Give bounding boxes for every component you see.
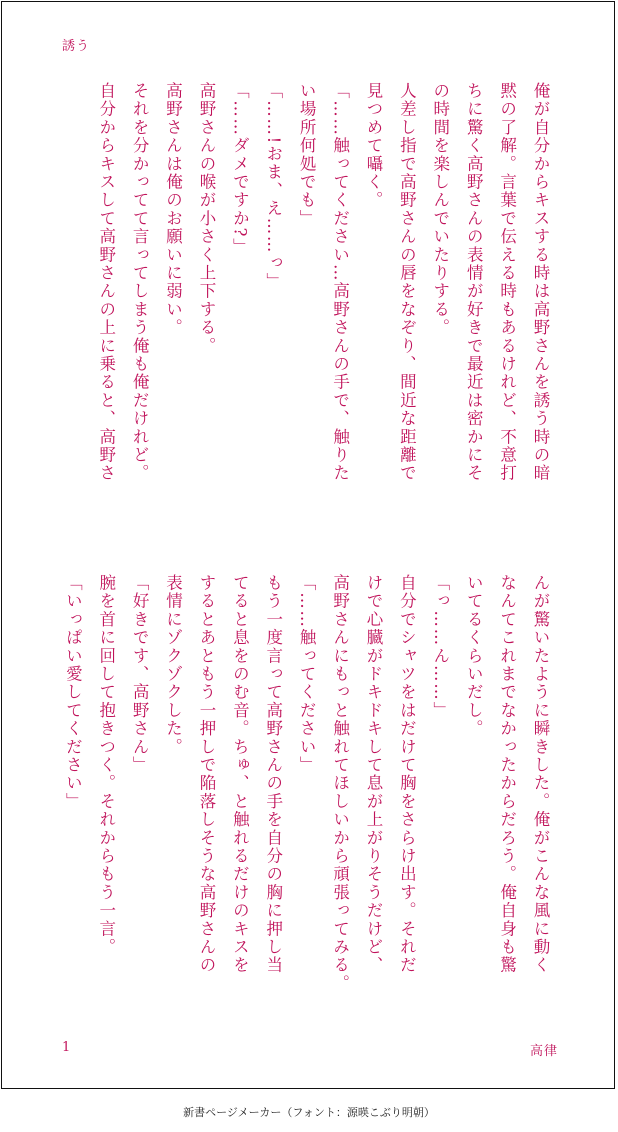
text-line: なんてこれまでなかったからだろう。俺自身も驚 <box>497 574 517 975</box>
text-line: もう一度言って高野さんの手を自分の胸に押し当 <box>263 574 283 975</box>
text-line: 「……触ってください…高野さんの手で、触りた <box>330 82 350 483</box>
text-line: 見つめて囁く。 <box>363 82 383 210</box>
text-line: するとあともう一押しで陥落しそうな高野さんの <box>196 574 216 975</box>
text-line: い場所何処でも」 <box>297 82 317 228</box>
text-line: それを分かってて言ってしまう俺も俺だけれど。 <box>130 82 150 483</box>
text-line: の時間を楽しんでいたりする。 <box>430 82 450 337</box>
text-line: 「好きです、高野さん」 <box>130 574 150 775</box>
text-line: 高野さんにもっと触れてほしいから頑張ってみる。 <box>330 574 350 993</box>
text-line: 黙の了解。言葉で伝える時もあるけれど、不意打 <box>497 82 517 483</box>
text-line: 表情にゾクゾクした。 <box>163 574 183 756</box>
generator-credit: 新書ページメーカー（フォント：源暎こぶり明朝） <box>183 1106 435 1119</box>
text-line: 「……触ってください」 <box>297 574 317 775</box>
text-line: 「……ダメですか?」 <box>230 82 250 257</box>
text-line: 高野さんの喉が小さく上下する。 <box>196 82 216 355</box>
book-page <box>1 1 615 1089</box>
body-text-bottom <box>56 574 557 1004</box>
page-title: 誘う <box>62 39 91 54</box>
text-line: 自分でシャツをはだけて胸をさらけ出す。それだ <box>397 574 417 975</box>
text-line: ちに驚く高野さんの表情が好きで最近は密かにそ <box>464 82 484 483</box>
body-text-top <box>89 82 557 542</box>
page-number: 1 <box>62 1040 71 1055</box>
text-line: 人差し指で高野さんの唇をなぞり、間近な距離で <box>397 82 417 483</box>
text-line: 「いっぱい愛してください」 <box>63 574 83 811</box>
text-line: 「っ……ん……」 <box>430 574 450 720</box>
text-line: いてるくらいだし。 <box>464 574 484 738</box>
text-line: てると息をのむ音。ちゅ、と触れるだけのキスを <box>230 574 250 975</box>
text-line: 「……!おま、え……っ」 <box>263 82 283 291</box>
text-line: けで心臓がドキドキして息が上がりそうだけど、 <box>363 574 383 975</box>
text-line: 俺が自分からキスする時は高野さんを誘う時の暗 <box>531 82 550 483</box>
text-line: 腕を首に回して抱きつく。それからもう一言。 <box>96 574 116 957</box>
text-line: 高野さんは俺のお願いに弱い。 <box>163 82 183 337</box>
author-name: 高律 <box>529 1044 558 1059</box>
text-line: んが驚いたように瞬きした。俺がこんな風に動く <box>531 574 550 975</box>
text-line: 自分からキスして高野さんの上に乗ると、高野さ <box>96 82 116 483</box>
